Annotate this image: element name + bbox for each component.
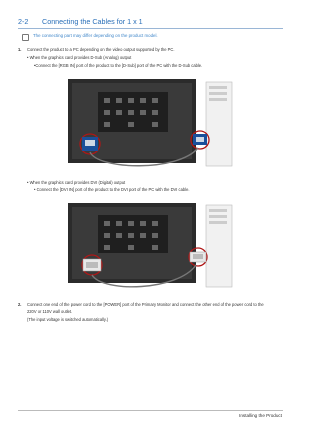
step1-number: 1. [18,47,22,52]
step2-line1: Connect one end of the power cord to the [POWER] port of the Primary Monitor and connect the other end of the power cord to the [27,302,264,307]
step2-line3: (The input voltage is switched automatically.) [27,317,109,322]
dvi-connection-illustration [68,199,238,294]
digital-detail: • Connect the [DVI IN] port of the product to the DVI port of the PC with the DVI cable. [34,187,190,192]
footer-text: Installing the Product [239,413,282,418]
step2-number: 2. [18,302,22,307]
analog-intro: • When the graphics card provides D-Sub (Analog) output [27,55,132,60]
digital-intro: • When the graphics card provides DVI (Digital) output [27,180,126,185]
footer-rule [18,410,283,411]
analog-detail: •Connect the [RGB IN] port of the product to the [D-Sub] port of the PC with the D-Sub cable. [34,63,203,68]
note-text: The connecting part may differ depending on the product model. [33,33,158,38]
note-icon [22,34,29,41]
step2-line2: 220V or 110V wall outlet. [27,309,73,314]
step1-text: Connect the product to a PC depending on the video output supported by the PC. [27,47,175,52]
dsub-connection-illustration [68,74,238,174]
section-number: 2-2 [18,17,29,26]
section-title: Connecting the Cables for 1 x 1 [42,17,143,26]
header-rule [18,28,283,29]
